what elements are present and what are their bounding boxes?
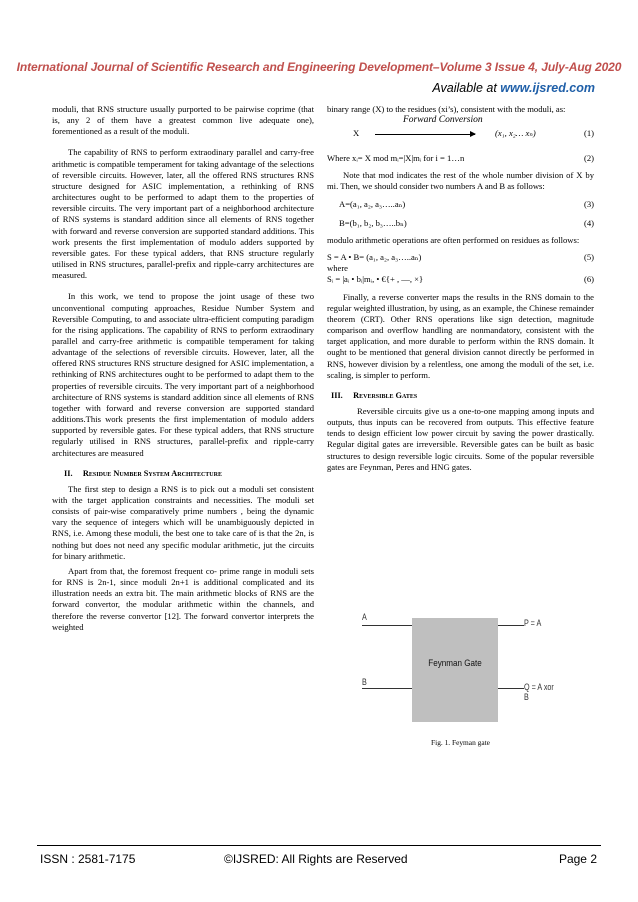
input-a-line [362,625,412,626]
section-heading-3: III. Reversible Gates [331,390,418,400]
footer-issn: ISSN : 2581-7175 [40,852,136,866]
paragraph: The capability of RNS to perform extraodinary parallel and carry-free arithmetic is compatible temperament for taking advantage of the selections of reversible circuits. However, later, all the offered RNS structures RNS structure designed for ASIC implementation, a rethinking of RNS architectures ought to be performed to adapt them to the properties of reversible circuits. The very important part of a neighborhood architecture of RNS systems is standard addition since all elements of RNS together with forward and reverse conversion are supported standard additions. This work presents the first implementation of modulo adders supported by reversible gates. For these typical adders, that RNS structure regularly utilised in RNS structures, parallel-prefix and ripple-carry architectures are measured. [52,147,314,281]
input-b-label: B [362,677,367,687]
paragraph: binary range (X) to the residues (xi’s), consistent with the moduli, as: [327,104,566,114]
right-column [327,104,594,473]
paragraph: moduli, that RNS structure usually purported to be pairwise coprime (that is, any 2 of them have a greatest common live adequate one), forementioned as a result of the moduli. [52,104,314,137]
output-q-label: Q = A xor B [524,682,554,702]
forward-conversion-equation [327,115,594,153]
equation-4: B=(b₁, b₂, b₃…..bₙ) (4) [339,217,594,228]
output-p-line [498,625,524,626]
feynman-gate-figure [362,612,562,732]
left-column [52,104,314,633]
available-label: Available at [432,81,497,95]
paragraph: Apart from that, the foremost frequent co- prime range in moduli sets for RNS is 2n-1, since moduli 2n+1 is additional complicated and its illustration needs an extra bit. The main arithmetic blocks of RNS are the forward convertor, the modular arithmetic within the channels, and therefore the reverse convertor [12]. The forward convertor interprets the weighted [52,565,314,632]
output-p-label: P = A [524,618,542,628]
footer-divider [37,845,601,846]
equation-5: S = A • B= (a₁, a₂, a₃…..aₙ) (5) [327,252,594,263]
input-b-line [362,688,412,689]
paragraph: modulo arithmetic operations are often performed on residues as follows: [327,234,580,245]
arrow-icon [375,134,475,135]
footer [0,852,638,872]
gate-box [412,618,498,722]
journal-url[interactable]: www.ijsred.com [500,81,595,95]
equation-6: Sᵢ = |aᵢ • bᵢ|mᵢ, • €{+ , —, ×} (6) [327,274,594,285]
paragraph: The first step to design a RNS is to pick out a moduli set consistent with the target application constraints and necessities. The moduli set consists of pair-wise comparatively prime numbers , being the dynamic vary the sequence of integers which will be unambiguously depicted in RNS, i.e. Among these moduli, the best one to take care of is that the 2n, is nothing but does not need any specific modular arithmetic, jut the circuits for binary arithmetic. [52,483,314,561]
gate-name: Feynman Gate [428,658,482,669]
paragraph: Note that mod indicates the rest of the whole number division of X by mi. Then, we should consider two numbers A and B as follows: [327,170,594,192]
footer-page-number: Page 2 [558,852,597,866]
paragraph: Reversible circuits give us a one-to-one mapping among inputs and outputs, thus inputs can be recovered from outputs. This effective feature tends to design efficient low power circuit by saving the power drastically. Regular digital gates are irreversible. Reversible gates can be built as basic structures to design reversible logic circuits. Some of the popular reversible gates are Feynman, Peres and HNG gates. [327,405,594,472]
where-label: where [327,263,348,274]
footer-copyright: ©IJSRED: All Rights are Reserved [224,852,408,866]
paragraph: In this work, we tend to propose the joint usage of these two unconventional computing approaches, Residue Number System and Reversible Computing, to and associate ultra-efficient computing paradigm for the rising applications. The capability of RNS to perform extraodinary parallel and carry-free arithmetic is compatible temperament for taking advantage of the selections of reversible circuits. However, later, all the offered RNS structures RNS structure designed for ASIC implementation, a rethinking of RNS architectures ought to be performed to adapt them to the properties of reversible circuits. The very important part of a neighborhood architecture of RNS systems is standard addition since all elements of RNS together with forward and reverse conversion are supported standard additions.This work presents the first implementation of modulo adders supported by reversible gates. For these typical adders, that RNS structure regularly utilised in RNS structures, parallel-prefix and ripple-carry architectures are measured [52,291,314,458]
output-q-line [498,688,524,689]
section-heading-2: II. Residue Number System Architecture [64,468,222,478]
fc-result: (x₁, x₂… xₙ) [495,128,536,139]
availability-line [432,81,595,95]
equation-3: A=(a₁, a₂, a₃…..aₙ) (3) [339,198,594,209]
equation-number: (1) [583,128,594,139]
figure-caption: Fig. 1. Feyman gate [431,738,490,747]
fc-input: X [353,128,360,139]
paragraph: Finally, a reverse converter maps the results in the RNS domain to the regular weighted illustration, by using, as an example, the Chinese remainder theorem (CRT). Other RNS operations like sign detection, magnitude comparison and overflow handling are nonmandatory, consistent with the target application, and more durable to perform within the RNS domain. It ought to be mentioned that general division cannot directly be performed in RNS, however division by a relentless, one among the moduli of the set, i.e. scaling, is simpler to perform. [327,291,594,380]
fc-label: Forward Conversion [403,115,483,126]
journal-title: International Journal of Scientific Research and Engineering Development–Volume 3 Issue 4, July-Aug 2020 [16,60,622,74]
input-a-label: A [362,612,367,622]
equation-2: Where xᵢ= X mod mᵢ=|X|mᵢ for i = 1…n (2) [327,153,594,164]
